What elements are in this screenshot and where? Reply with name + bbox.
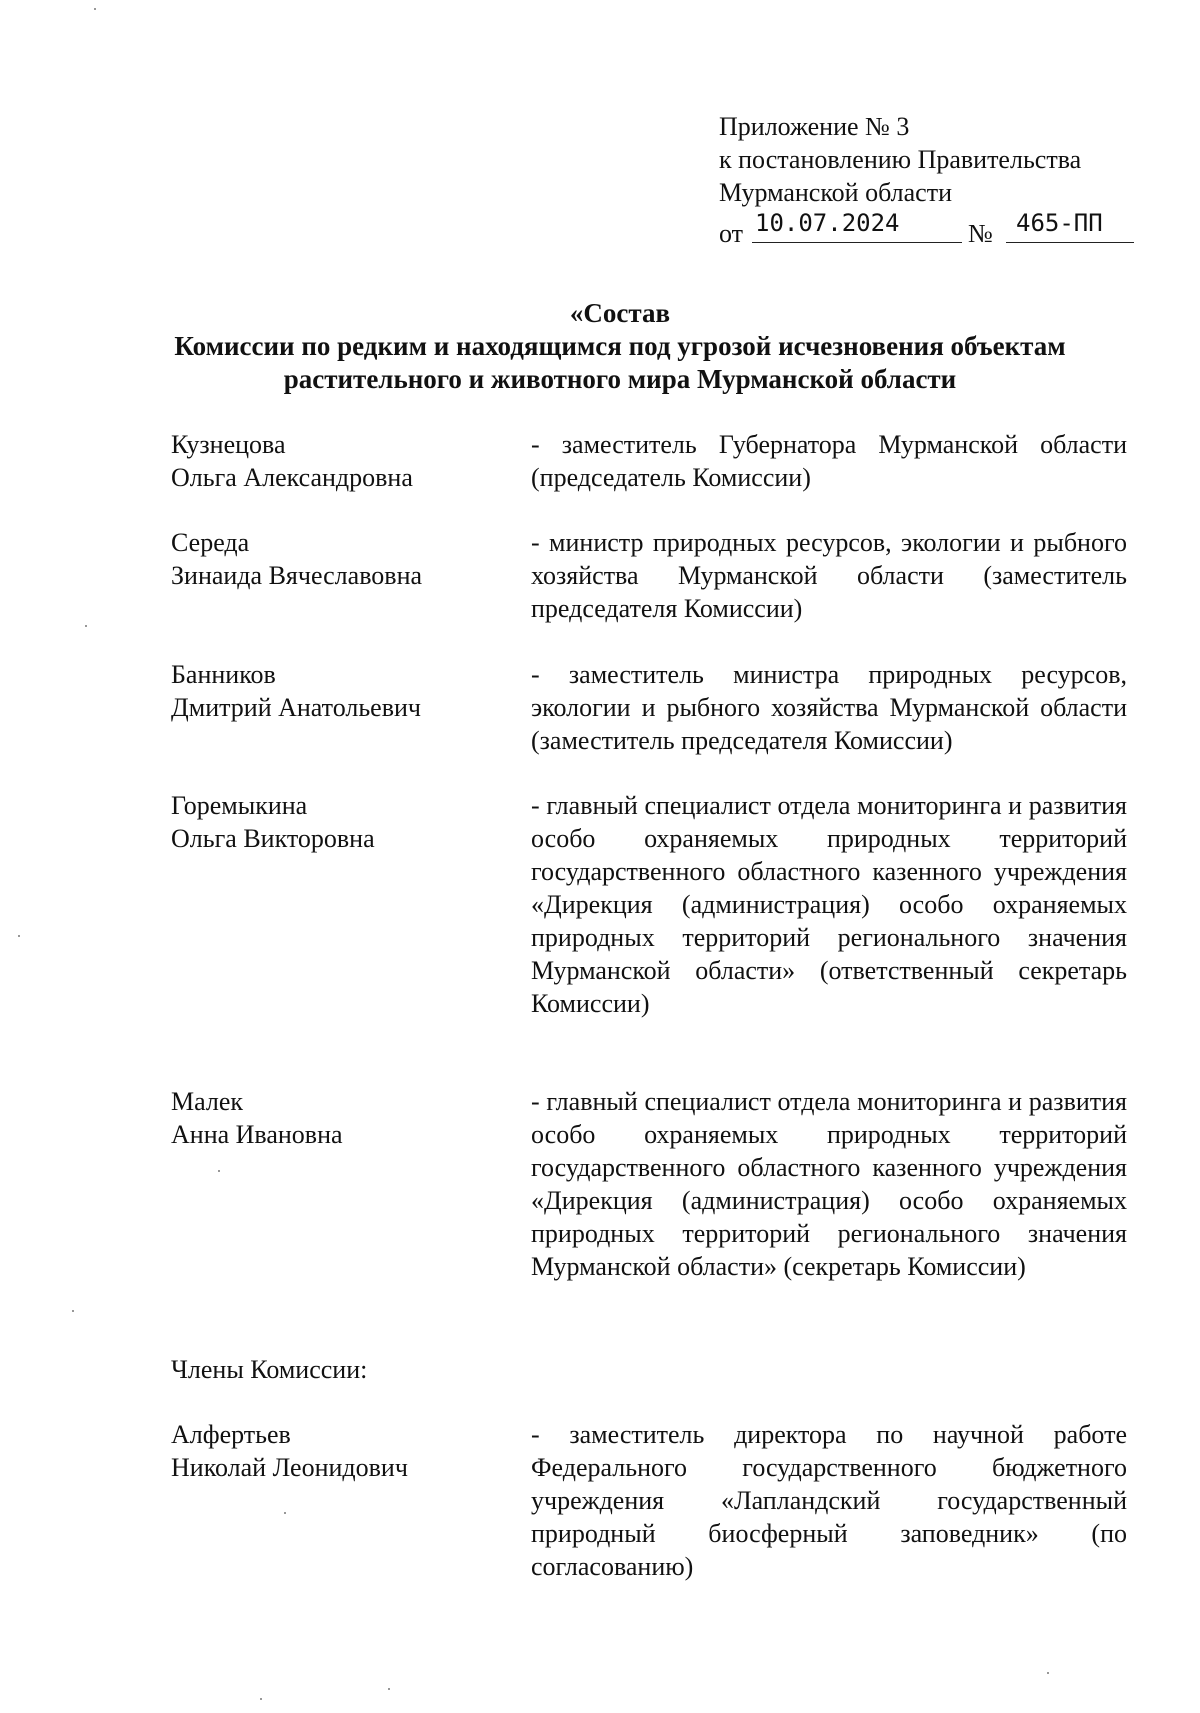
scan-speck — [284, 1512, 286, 1514]
member-given-name: Николай Леонидович — [171, 1453, 408, 1482]
member-name — [171, 658, 511, 724]
appendix-number: Приложение № 3 — [719, 112, 910, 141]
scan-speck — [85, 625, 87, 627]
member-surname: Горемыкина — [171, 791, 308, 820]
member-surname: Банников — [171, 660, 276, 689]
document-title — [120, 297, 1120, 396]
member-surname: Середа — [171, 528, 250, 557]
title-line-1: «Состав — [569, 298, 671, 328]
scan-speck — [388, 1688, 390, 1690]
scan-speck — [260, 1698, 262, 1700]
member-given-name: Дмитрий Анатольевич — [171, 693, 421, 722]
member-name — [171, 1085, 511, 1151]
member-name — [171, 526, 511, 592]
number-sign: № — [968, 219, 993, 248]
member-role: - главный специалист отдела мониторинга и развития особо охраняемых природных территорий государственного областного казенного учреждения «Дирекция (администрация) особо охраняемых природных территорий регионального значения Мурманской области» (ответственный секретарь Комиссии) — [531, 791, 1127, 1018]
member-given-name: Ольга Александровна — [171, 463, 413, 492]
scan-speck — [72, 1310, 74, 1312]
member-given-name: Ольга Викторовна — [171, 824, 375, 853]
member-role: - министр природных ресурсов, экологии и рыбного хозяйства Мурманской области (заместитель председателя Комиссии) — [531, 528, 1127, 623]
member-role: - заместитель Губернатора Мурманской области (председатель Комиссии) — [531, 430, 1127, 492]
decree-date: 10.07.2024 — [755, 209, 900, 237]
member-given-name: Зинаида Вячеславовна — [171, 561, 423, 590]
member-role: - заместитель министра природных ресурсов, экологии и рыбного хозяйства Мурманской области (заместитель председателя Комиссии) — [531, 660, 1127, 755]
appendix-reference: к постановлению Правительства — [719, 145, 1082, 174]
decree-number: 465-ПП — [1016, 209, 1103, 237]
title-line-2: Комиссии по редким и находящимся под угрозой исчезновения объектам — [174, 331, 1066, 361]
scan-speck — [18, 935, 20, 937]
appendix-region: Мурманской области — [719, 178, 952, 207]
decree-date-line — [719, 209, 1139, 253]
scan-speck — [94, 8, 96, 10]
member-surname: Малек — [171, 1087, 244, 1116]
member-name — [171, 1418, 511, 1484]
date-underline — [752, 242, 962, 243]
member-role: - главный специалист отдела мониторинга и развития особо охраняемых природных территорий государственного областного казенного учреждения «Дирекция (администрация) особо охраняемых природных территорий регионального значения Мурманской области» (секретарь Комиссии) — [531, 1087, 1127, 1281]
members-heading: Члены Комиссии: — [171, 1355, 368, 1384]
scan-speck — [218, 1170, 220, 1172]
number-underline — [1006, 242, 1134, 243]
member-surname: Алфертьев — [171, 1420, 291, 1449]
member-name — [171, 789, 511, 855]
member-name — [171, 428, 511, 494]
member-surname: Кузнецова — [171, 430, 286, 459]
scan-speck — [1047, 1672, 1049, 1674]
member-role: - заместитель директора по научной работе Федерального государственного бюджетного учреждения «Лапландский государственный природный биосферный заповедник» (по согласованию) — [531, 1420, 1127, 1581]
date-prefix: от — [719, 219, 744, 248]
title-line-3: растительного и животного мира Мурманской области — [283, 364, 957, 394]
appendix-header — [719, 110, 1139, 253]
member-given-name: Анна Ивановна — [171, 1120, 343, 1149]
